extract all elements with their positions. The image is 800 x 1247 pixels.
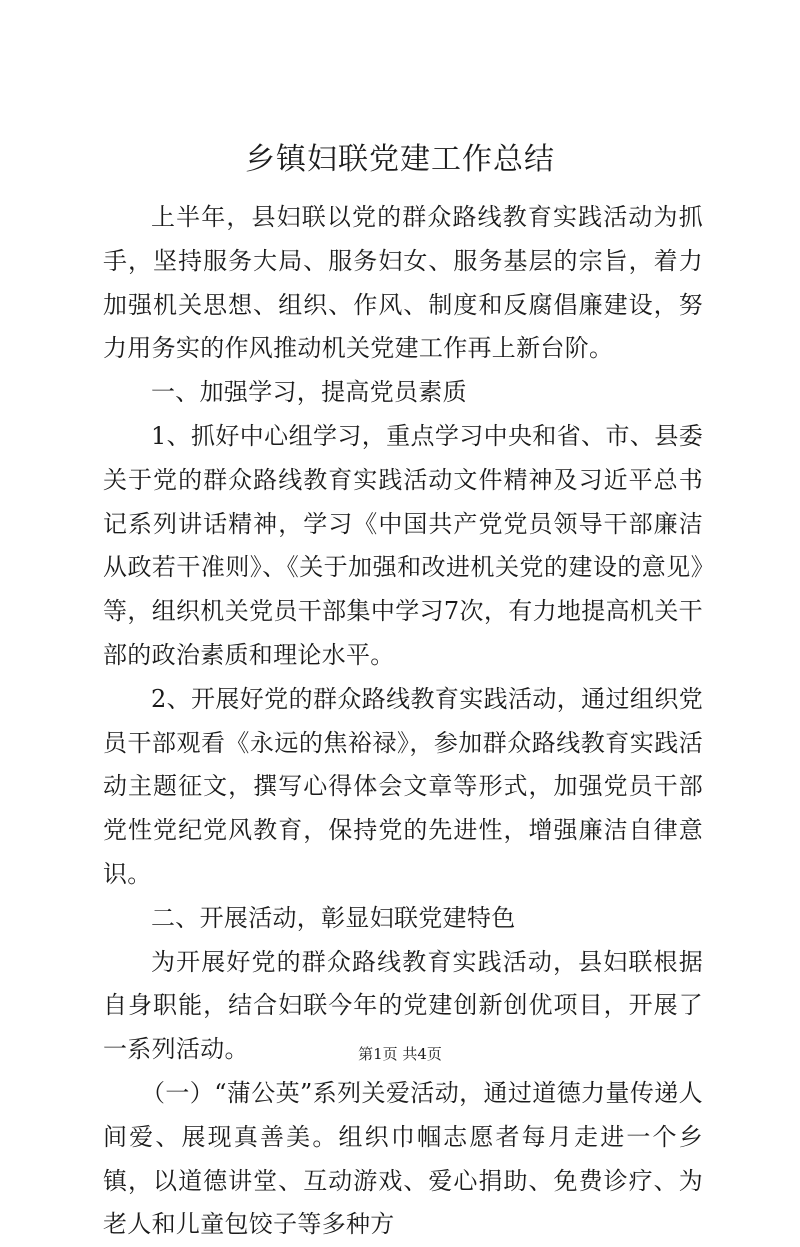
section-heading-1: 一、加强学习，提高党员素质 (151, 378, 467, 407)
paragraph-intro: 上半年，县妇联以党的群众路线教育实践活动为抓手，坚持服务大局、服务妇女、服务基层的宗旨，着力加强机关思想、组织、作风、制度和反腐倡廉建设，努力用务实的作风推动机关党建工作再上新台阶。 (103, 203, 703, 363)
paragraph-item-1: 1、抓好中心组学习，重点学习中央和省、市、县委关于党的群众路线教育实践活动文件精神及习近平总书记系列讲话精神，学习《中国共产党党员领导干部廉洁从政若干准则》、《关于加强和改进机关党的建设的意见》等，组织机关党员干部集中学习7次，有力地提高机关干部的政治素质和理论水平。 (103, 421, 703, 669)
document-body (103, 196, 703, 1247)
section-heading-2: 二、开展活动，彰显妇联党建特色 (151, 903, 516, 932)
page-footer: 第1页 共4页 (358, 1045, 442, 1063)
document-title: 乡镇妇联党建工作总结 (245, 142, 555, 177)
paragraph-activities: 为开展好党的群众路线教育实践活动，县妇联根据自身职能，结合妇联今年的党建创新创优项目，开展了一系列活动。 (103, 947, 703, 1064)
paragraph-dandelion: （一）“蒲公英”系列关爱活动，通过道德力量传递人间爱、展现真善美。组织巾帼志愿者每月走进一个乡镇，以道德讲堂、互动游戏、爱心捐助、免费诊疗、为老人和儿童包饺子等多种方 (103, 1078, 703, 1239)
paragraph-item-2: 2、开展好党的群众路线教育实践活动，通过组织党员干部观看《永远的焦裕禄》，参加群众路线教育实践活动主题征文，撰写心得体会文章等形式，加强党员干部党性党纪党风教育，保持党的先进性，增强廉洁自律意识。 (103, 684, 703, 888)
